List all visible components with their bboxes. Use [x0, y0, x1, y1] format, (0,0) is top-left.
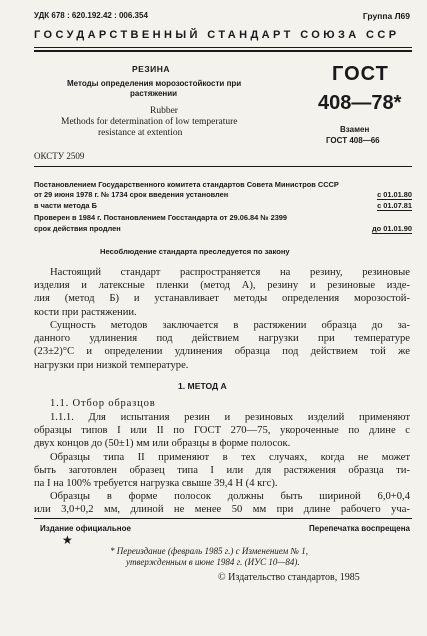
- essence-paragraph: [34, 319, 410, 372]
- decree-row-introduced: [34, 190, 412, 199]
- star-icon: ★: [62, 533, 73, 547]
- decree-line2: от 29 июня 1978 г. № 1734 срок введения установлен: [34, 190, 229, 199]
- law-warning: Несоблюдение стандарта преследуется по закону: [100, 247, 290, 256]
- section-heading-method-a: 1. МЕТОД А: [178, 381, 227, 391]
- decree-row-extended: [34, 224, 412, 233]
- title-ru-sub-line2: растяжении: [130, 89, 178, 98]
- header-rule-2: [34, 50, 412, 52]
- decree-date-extended: до 01.01.90: [371, 224, 412, 233]
- paragraph-strip-samples: [34, 490, 410, 516]
- decree-date-method-b: с 01.07.81: [377, 201, 412, 210]
- text-line: Образцы в форме полосок должны быть шириной 6,0+0,4: [50, 491, 410, 502]
- text-line: быть заготовлен образец типа I или для растяжения образца ти-: [34, 465, 410, 477]
- text-line: Настоящий стандарт распространяется на резину, резиновые: [50, 267, 410, 278]
- group-code: Группа Л69: [362, 11, 410, 21]
- text-line: образцы типов I или II по ГОСТ 270—75, укороченные по длине с: [34, 425, 410, 437]
- text-line: лия (метод Б) и устанавливает методы определения морозостой-: [34, 293, 410, 305]
- decree-line5: срок действия продлен: [34, 224, 121, 233]
- text-line: 1.1.1. Для испытания резин и резиновых изделий применяют: [50, 412, 410, 423]
- official-edition: Издание официальное: [40, 524, 131, 533]
- paragraph-type-ii: [34, 451, 410, 491]
- replaces-label: Взамен: [340, 125, 370, 134]
- okstu-code: ОКСТУ 2509: [34, 151, 85, 161]
- title-en: Rubber: [150, 106, 178, 116]
- state-standard-heading: ГОСУДАРСТВЕННЫЙ СТАНДАРТ СОЮЗА ССР: [34, 29, 400, 41]
- text-line: изделия и латексные пленки (метод А), резину и резиновые изде-: [34, 280, 410, 292]
- reissue-note-line1: * Переиздание (февраль 1985 г.) с Изменением № 1,: [110, 546, 309, 556]
- udc-code: УДК 678 : 620.192.42 : 006.354: [34, 11, 148, 20]
- title-ru: РЕЗИНА: [132, 64, 171, 74]
- reprint-prohibited: Перепечатка воспрещена: [309, 524, 410, 533]
- text-line: (23±2)°C и определении удлинения образца под действием той же: [34, 346, 410, 358]
- text-line: данного удлинения под действием нагрузки при температуре: [34, 333, 410, 345]
- text-line: нагрузки при низкой температуре.: [34, 359, 189, 371]
- text-line: Образцы типа II применяют в тех случаях, когда не может: [50, 452, 410, 463]
- text-line: па I на 100% требуется нагрузка свыше 39,4 Н (4 кгс).: [34, 478, 278, 490]
- decree-line4: Проверен в 1984 г. Постановлением Госстандарта от 29.06.84 № 2399: [34, 213, 288, 222]
- gost-number: 408—78*: [318, 92, 402, 114]
- copyright: © Издательство стандартов, 1985: [218, 572, 360, 583]
- title-ru-sub-line1: Методы определения морозостойкости при: [67, 79, 242, 88]
- decree-date-introduced: с 01.01.80: [377, 190, 412, 199]
- decree-row-method-b: [34, 201, 412, 210]
- reissue-note-line2: утвержденным в июне 1984 г. (ИУС 10—84).: [126, 557, 300, 567]
- title-en-sub-line1: Methods for determination of low temperature: [61, 117, 238, 127]
- text-line: двух концов до (50±1) мм или образцы в форме полосок.: [34, 438, 291, 450]
- paragraph-1-1-1: [34, 411, 410, 451]
- replaces-value: ГОСТ 408—66: [326, 136, 380, 145]
- decree-line3: в части метода Б: [34, 201, 97, 210]
- text-line: Сущность методов заключается в растяжении образца до за-: [50, 320, 410, 331]
- gost-label: ГОСТ: [332, 63, 389, 85]
- footer-rule: [34, 518, 412, 519]
- subsection-heading-sampling: 1.1. Отбор образцов: [50, 398, 156, 409]
- okstu-rule: [34, 166, 412, 167]
- decree-line1: Постановлением Государственного комитета стандартов Совета Министров СССР: [34, 180, 339, 189]
- header-rule-1: [34, 47, 412, 48]
- text-line: или 3,0+0,2 мм, длиной не менее 50 мм при длине рабочего уча-: [34, 504, 410, 516]
- text-line: кости при растяжении.: [34, 306, 137, 318]
- intro-paragraph: [34, 266, 410, 319]
- title-en-sub-line2: resistance at extention: [98, 128, 183, 138]
